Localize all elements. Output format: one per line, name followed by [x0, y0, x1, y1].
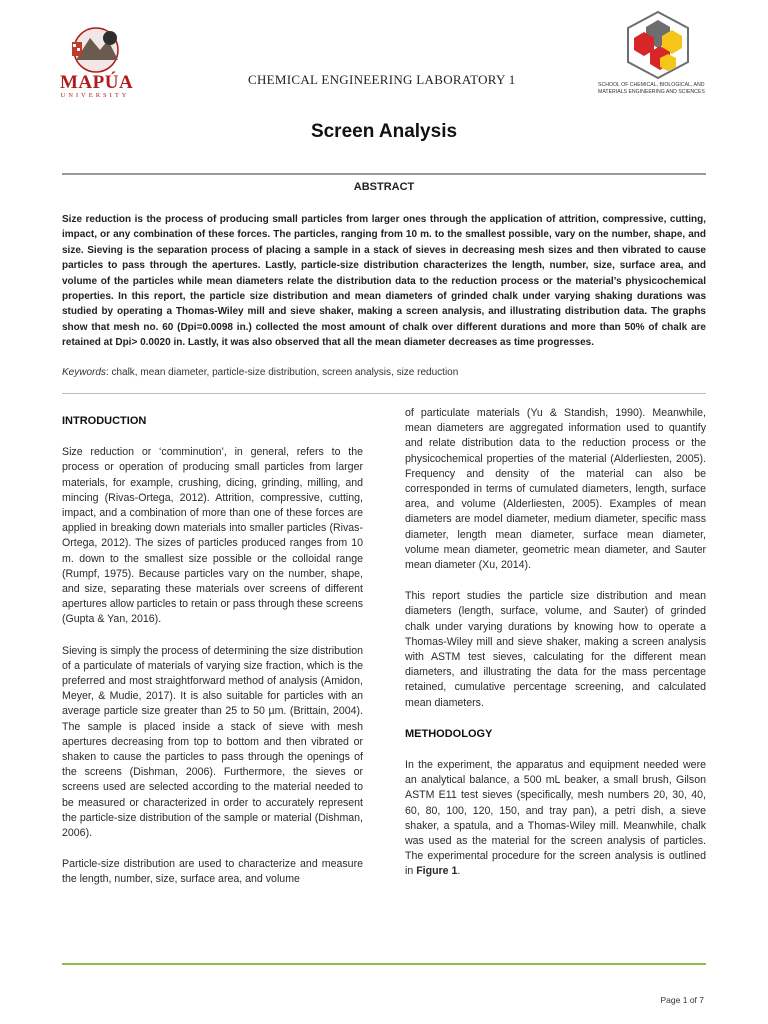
intro-paragraph-2: Sieving is simply the process of determining the size distribution of a particulate of materials of varying size fraction, which is the preferred and most straightforward method of analysis (Amidon, Meyer, & Mudie, 2017). It is also suitable for particles with an average particle size greater than 25 to 50 µm. (Brittain, 2004). The sample is placed inside a stack of sieve with mesh apertures decreasing from top to bottom and then vibrated or shaken to cause the particles to pass through the openings of the screens (Dishman, 2006). Furthermore, the sieves or screens used are selected according to the material needed to be measured or characterized in order to accurately represent the particle-size distribution of the sample or material (Dishman, 2006). [62, 644, 363, 840]
intro-paragraph-4: of particulate materials (Yu & Standish, 1990). Meanwhile, mean diameters are aggregated information used to quantify and relate distribution data to the reduction process or the physicochemical properties of the material (Alderliesten, 2005). Frequency and density of the material can also be corresponded in terms of cumulated diameters, length, surface area, and volume (Alderliesten, 2005). Examples of mean diameters are model diameter, medium diameter, specific mass diameter, length mean diameter, surface mean diameter, volume mean diameter, geometric mean diameter, and Sauter mean diameter (Xu, 2014). [405, 407, 706, 572]
methodology-text: In the experiment, the apparatus and equipment needed were an analytical balance, a 500 mL beaker, a small brush, Gilson ASTM E11 test sieves (specifically, mesh numbers 20, 30, 40, 60, 80, 100, 120, 150, and tray pan), a petri dish, a sieve shaker, a spatula, and a Thomas-Wiley mill. Meanwhile, chalk was used as the material for the screen analysis of particles. The experimental procedure for the screen analysis is outlined in [405, 759, 706, 878]
abstract-heading: ABSTRACT [353, 181, 415, 193]
left-column [62, 414, 363, 904]
lab-title: CHEMICAL ENGINEERING LABORATORY 1 [248, 72, 516, 87]
abstract-top-rule [62, 173, 706, 175]
methodology-paragraph-1 [405, 758, 706, 880]
footer-rule [62, 963, 706, 965]
introduction-heading: INTRODUCTION [62, 415, 147, 427]
keywords-label: Keywords [62, 367, 106, 378]
school-hexagon-logo [618, 10, 698, 80]
methodology-text-end: . [457, 865, 461, 878]
intro-paragraph-1: Size reduction or ‘comminution’, in general, refers to the process or operation of producing small particles from larger materials, for example, crushing, dicing, grinding, milling, and mincing (Rivas-Ortega, 2012). Attrition, compressive, cutting, impact, and a combination of more than one of these forces are applied in breaking down materials into smaller particles (Rivas-Ortega, 2012). The sizes of particles produced ranges from 10 m. down to the smallest size possible or the colloidal range (Rumpf, 1975). Because particles vary on the number, shape, and size, separating these materials over screens of different apertures allow particles to retain or pass through these screens (Gupta & Yan, 2016). [62, 446, 363, 626]
page-number: Page 1 of 7 [660, 995, 704, 1005]
school-name: SCHOOL OF CHEMICAL, BIOLOGICAL, AND MATERIALS ENGINEERING AND SCIENCES [598, 82, 705, 95]
figure-1-reference[interactable]: Figure 1 [416, 865, 458, 878]
intro-paragraph-5: This report studies the particle size distribution and mean diameters (length, surface, volume, and Sauter) of grinded chalk under varying durations by knowing how to operate a Thomas-Wiley mill and sieve shaker, making a screen analysis with ASTM test sieves, calculating for the different mean diameters, and illustrating the data for the mass percentage retained, cumulative percentage screening, and calculated mean diameters. [405, 590, 706, 709]
methodology-heading: METHODOLOGY [405, 727, 493, 740]
abstract-bottom-rule [62, 393, 706, 394]
paper-title: Screen Analysis [310, 121, 458, 142]
keywords-line [62, 367, 706, 378]
abstract-body: Size reduction is the process of producing small particles from larger ones through the application of attrition, compressive, cutting, impact, or any combination of these forces. The particles, ranging from 10 m. to the smallest possible, vary on the number, shape, and size. Sieving is the separation process of placing a sample in a stack of sieves in decreasing mesh sizes and then vibrated to cause particles to pass through the apertures. Lastly, particle-size distribution characterizes the length, number, size, surface area, and volume of the particles while mean diameters relate the distribution data to the reduction process or the material’s physicochemical properties. In this report, the particle size distribution and mean diameters of grinded chalk under varying shaking durations was studied by operating a Thomas-Wiley mill and sieve shaker, making a screen analysis, and illustrating distribution data. The graphs show that mesh no. 60 (Dpi=0.0098 in.) collected the most amount of chalk over different durations and more than 50% of chalk are retained at Dpi> 0.0020 in. Lastly, it was also observed that all the mean diameter decreases as time progresses. [62, 214, 706, 349]
university-name: MAPÚA [60, 72, 134, 93]
intro-paragraph-3: Particle-size distribution are used to characterize and measure the length, number, size, surface area, and volume [62, 858, 363, 886]
keywords-list: : chalk, mean diameter, particle-size distribution, screen analysis, size reduction [105, 367, 459, 378]
right-column [405, 406, 706, 896]
university-subtitle: UNIVERSITY [60, 92, 130, 99]
